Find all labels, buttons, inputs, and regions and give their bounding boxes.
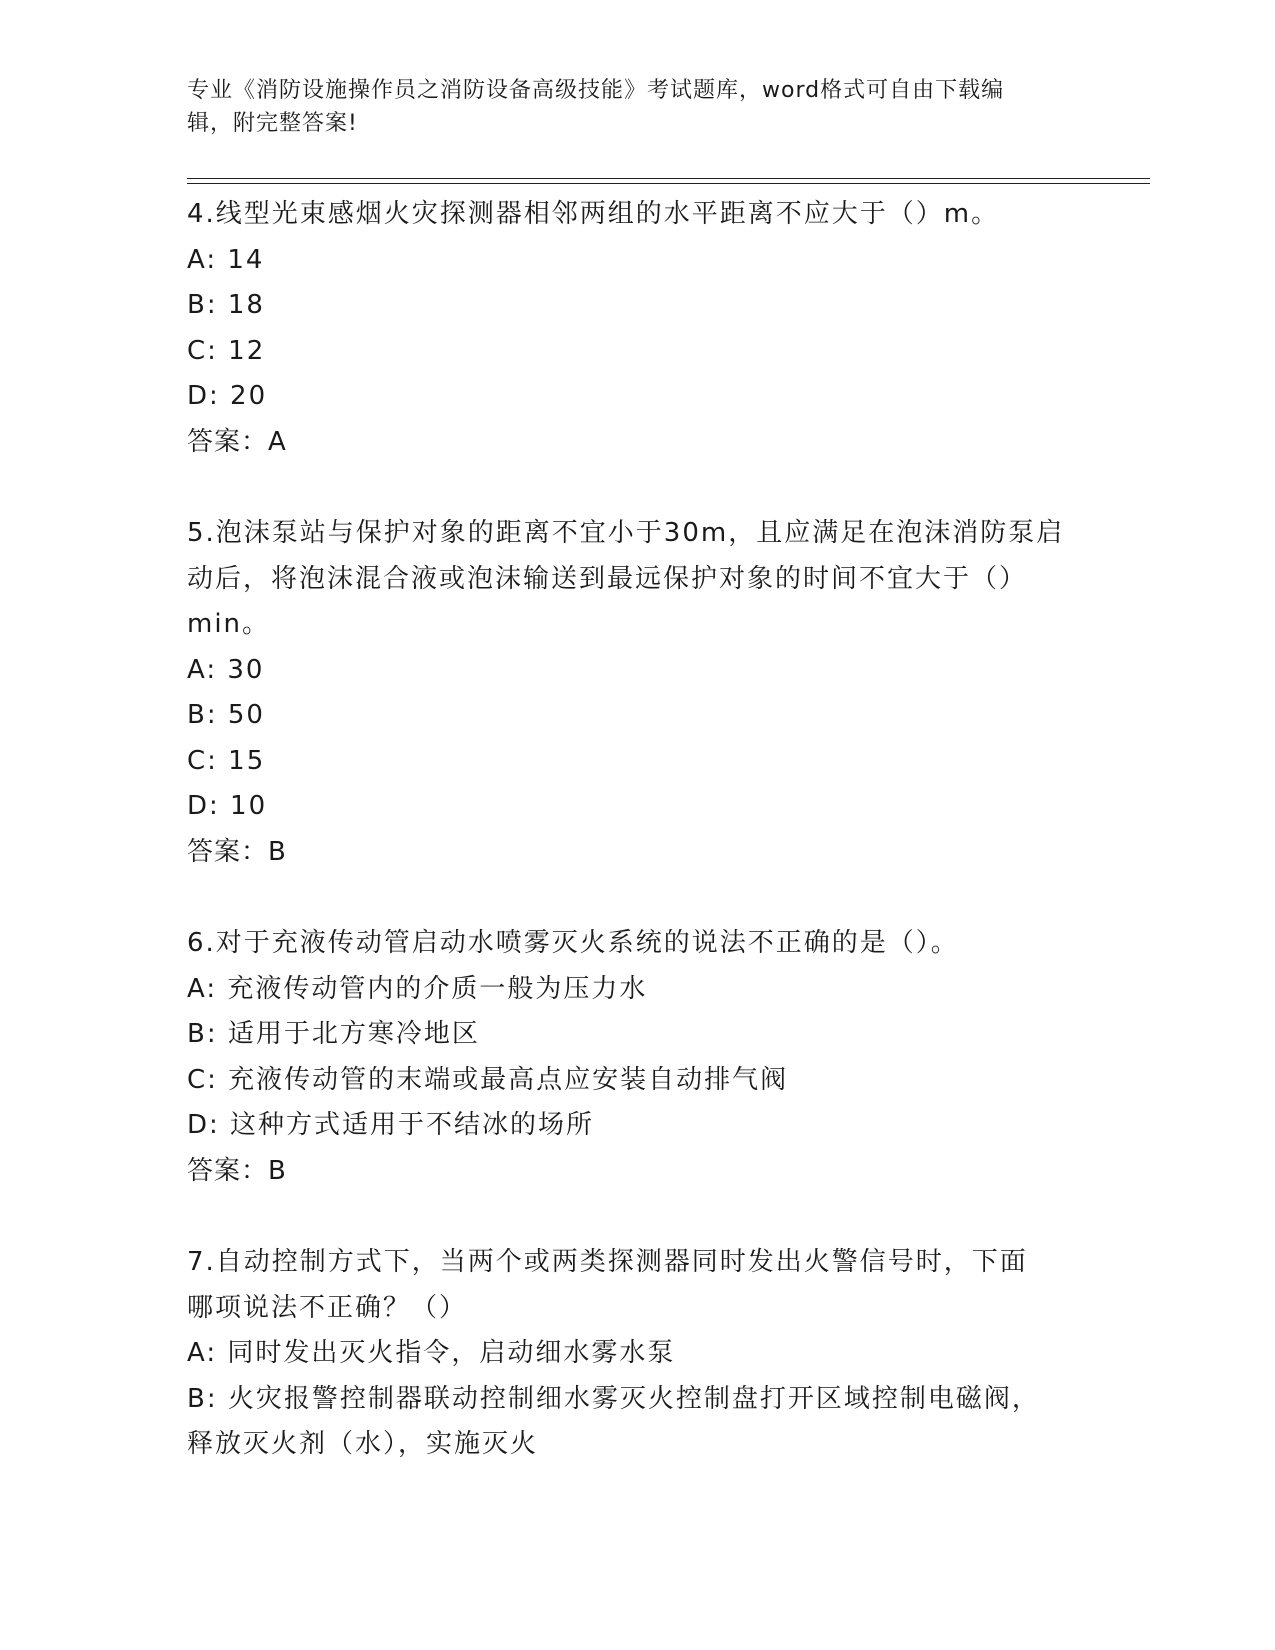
question-6-option-a: A: 充液传动管内的介质一般为压力水 [187, 973, 648, 1004]
question-5 [187, 511, 1087, 875]
question-5-option-a: A: 30 [187, 654, 265, 685]
question-4-option-c: C: 12 [187, 335, 266, 366]
question-7-stem-line-2: 哪项说法不正确？（） [187, 1292, 468, 1323]
question-4-option-b: B: 18 [187, 290, 265, 320]
question-list [187, 192, 1087, 1468]
header-divider-top [187, 178, 1150, 179]
question-6-option-b: B: 适用于北方寒冷地区 [187, 1019, 480, 1049]
question-5-stem-line-1: 5.泡沫泵站与保护对象的距离不宜小于30m，且应满足在泡沫消防泵启 [187, 518, 1065, 548]
question-4-answer: 答案：A [187, 426, 287, 457]
question-4 [187, 192, 1087, 465]
question-5-option-c: C: 15 [187, 745, 266, 776]
spacer [187, 875, 1087, 921]
question-5-stem-line-3: min。 [187, 609, 271, 639]
question-7-option-b-continued: 释放灭火剂（水），实施灭火 [187, 1429, 539, 1459]
question-4-stem: 4.线型光束感烟火灾探测器相邻两组的水平距离不应大于（）m。 [187, 199, 1000, 229]
question-7-stem-line-1: 7.自动控制方式下，当两个或两类探测器同时发出火警信号时，下面 [187, 1247, 1028, 1277]
question-4-option-d: D: 20 [187, 381, 268, 411]
question-6-option-c: C: 充液传动管的末端或最高点应安装自动排气阀 [187, 1064, 789, 1095]
spacer [187, 465, 1087, 511]
question-4-option-a: A: 14 [187, 244, 265, 275]
header-divider-bottom [187, 183, 1150, 184]
question-6 [187, 921, 1087, 1194]
document-header [187, 74, 1067, 140]
question-7-option-b: B: 火灾报警控制器联动控制细水雾灭火控制盘打开区域控制电磁阀， [187, 1383, 1040, 1414]
question-5-answer: 答案：B [187, 836, 287, 867]
question-5-stem-line-2: 动后，将泡沫混合液或泡沫输送到最远保护对象的时间不宜大于（） [187, 563, 1028, 594]
question-7 [187, 1240, 1087, 1468]
header-line-2: 辑，附完整答案! [187, 111, 358, 136]
question-6-answer: 答案：B [187, 1155, 287, 1186]
question-5-option-d: D: 10 [187, 791, 268, 821]
question-7-option-a: A: 同时发出灭火指令，启动细水雾水泵 [187, 1338, 676, 1368]
spacer [187, 1194, 1087, 1240]
question-6-stem: 6.对于充液传动管启动水喷雾灭火系统的说法不正确的是（）。 [187, 928, 959, 958]
header-line-1: 专业《消防设施操作员之消防设备高级技能》考试题库，word格式可自由下载编 [187, 78, 1005, 103]
question-5-option-b: B: 50 [187, 700, 265, 730]
question-6-option-d: D: 这种方式适用于不结冰的场所 [187, 1110, 595, 1140]
